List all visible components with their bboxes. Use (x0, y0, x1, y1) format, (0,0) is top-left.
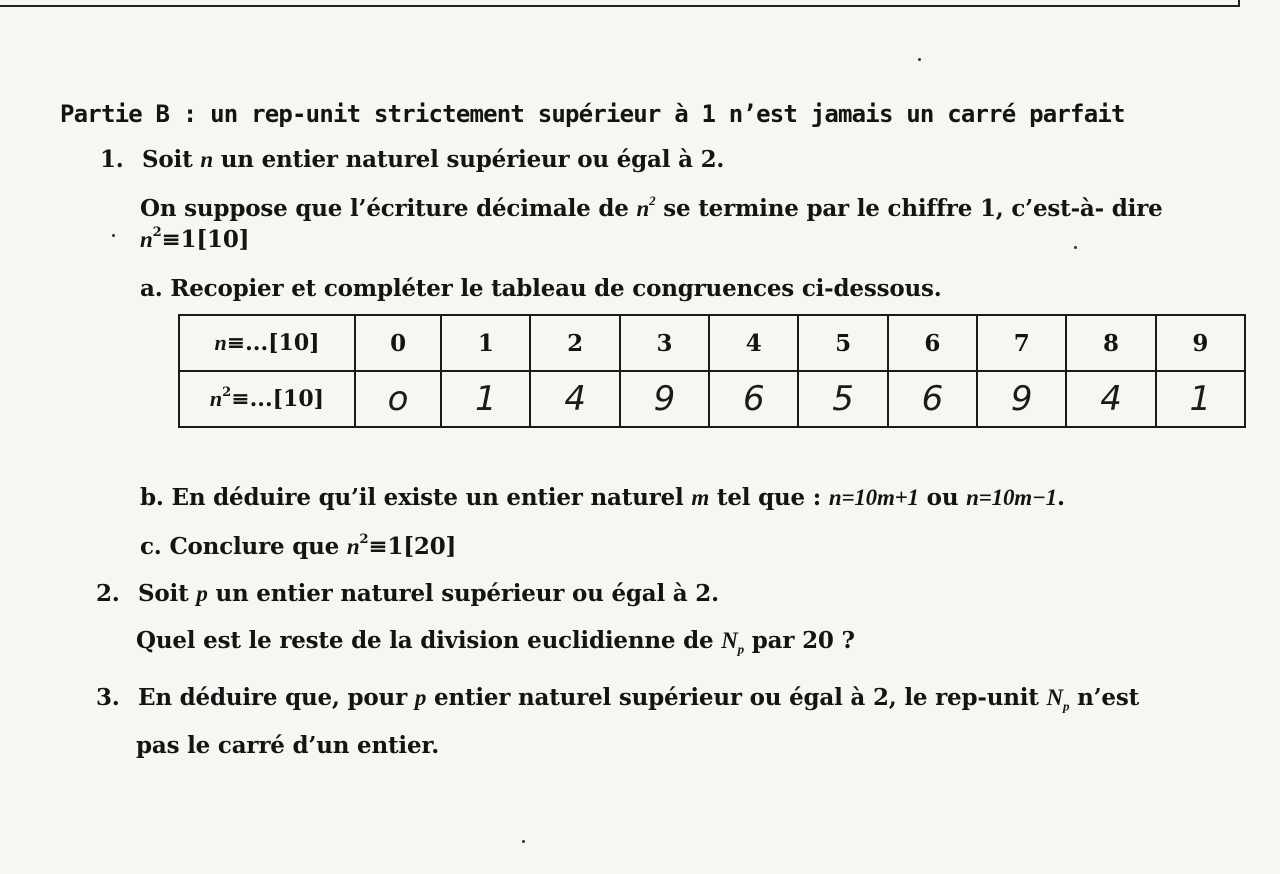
handwritten-cell: 5 (798, 371, 887, 427)
var-n: n (200, 147, 213, 172)
table-row-n-squared (179, 371, 1245, 427)
handwritten-cell: 9 (977, 371, 1066, 427)
previous-box-border (0, 0, 1240, 7)
row-head-n-squared: $n^2\equiv...[10]$ (179, 371, 355, 427)
q1c-instruction: c. Conclure que $n^2\equiv 1[20]$ (140, 532, 457, 560)
q2-intro: 2. Soit p un entier naturel supérieur ou égal à 2. (96, 580, 719, 607)
n-squared: $n^2$ (636, 193, 656, 221)
table-cell: 3 (620, 315, 709, 371)
table-cell: 6 (888, 315, 977, 371)
table-cell: 1 (441, 315, 530, 371)
table-cell: 0 (355, 315, 441, 371)
q2-number: 2. (96, 580, 120, 607)
table-cell: 2 (530, 315, 619, 371)
table-cell: 9 (1156, 315, 1245, 371)
paper-speck (1074, 246, 1077, 249)
handwritten-cell: 4 (530, 371, 619, 427)
q1b-instruction: b. En déduire qu’il existe un entier naturel m tel que : n=10m+1 ou n=10m−1. (140, 484, 1065, 511)
q3-text-continued: pas le carré d’un entier. (136, 732, 440, 759)
handwritten-cell: 4 (1066, 371, 1155, 427)
table-row-n (179, 315, 1245, 371)
q3-number: 3. (96, 684, 120, 711)
q2-question: Quel est le reste de la division euclidienne de $N_p$ par 20 ? (136, 627, 855, 657)
q1-congruence: $n^2\equiv 1[10]$ (140, 225, 250, 253)
handwritten-cell: o (355, 371, 441, 427)
q3-text: 3. En déduire que, pour p entier naturel supérieur ou égal à 2, le rep-unit $N_p$ n’est (96, 684, 1140, 714)
row-head-n: n≡...[10] (179, 315, 355, 371)
handwritten-cell: 9 (620, 371, 709, 427)
q1-number: 1. (100, 146, 124, 173)
paper-speck (112, 234, 115, 237)
paper-speck (918, 58, 921, 61)
handwritten-cell: 6 (888, 371, 977, 427)
table-cell: 4 (709, 315, 798, 371)
handwritten-cell: 6 (709, 371, 798, 427)
table-cell: 7 (977, 315, 1066, 371)
paper-speck (522, 840, 525, 843)
handwritten-cell: 1 (441, 371, 530, 427)
handwritten-cell: 1 (1156, 371, 1245, 427)
congruence-table (178, 314, 1246, 428)
q1-intro: 1. Soit n un entier naturel supérieur ou égal à 2. (100, 146, 725, 173)
q1a-instruction: a. Recopier et compléter le tableau de congruences ci-dessous. (140, 275, 942, 302)
q1-supposition: On suppose que l’écriture décimale de $n^2$ se termine par le chiffre 1, c’est-à- dire (140, 193, 1163, 222)
table-cell: 5 (798, 315, 887, 371)
table-cell: 8 (1066, 315, 1155, 371)
section-heading: Partie B : un rep-unit strictement supérieur à 1 n’est jamais un carré parfait (60, 100, 1125, 128)
